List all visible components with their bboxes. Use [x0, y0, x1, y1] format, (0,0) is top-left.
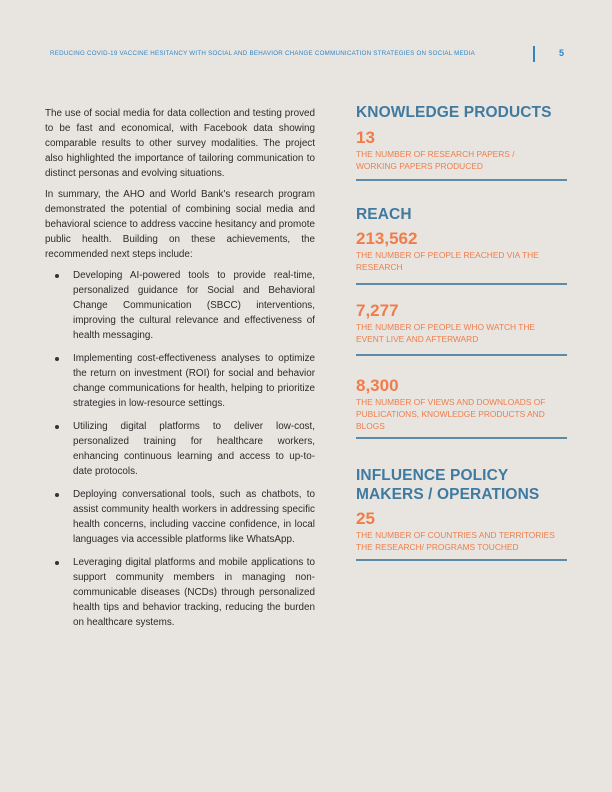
section-divider	[356, 283, 567, 285]
stat-value: 25	[356, 509, 375, 528]
section-divider	[356, 179, 567, 181]
next-steps-list	[45, 268, 315, 630]
knowledge-products-section	[356, 103, 567, 181]
list-item: Developing AI-powered tools to provide real-time, personalized guidance for Social and Behavioral Change Communication (SBCC) interventions, improving the cultural relevance and effectiveness of health messaging.	[73, 270, 315, 341]
section-divider	[356, 437, 567, 439]
stat-description: THE NUMBER OF RESEARCH PAPERS / WORKING PAPERS PRODUCED	[356, 149, 515, 171]
stats-column	[356, 103, 567, 561]
list-item: Leveraging digital platforms and mobile applications to support community members in managing non-communicable diseases (NCDs) through personalized health tips and behavior tracking, reducing the burden on healthcare systems.	[73, 557, 315, 628]
page-number: 5	[559, 48, 565, 58]
influence-section	[356, 466, 567, 561]
body-column	[45, 106, 315, 638]
body-paragraph: In summary, the AHO and World Bank's research program demonstrated the potential of combining social media and behavioral science to address vaccine hesitancy and promote public health. Building on these achievements, the recommended next steps include:	[45, 189, 315, 260]
stat-description: THE NUMBER OF PEOPLE REACHED VIA THE RESEARCH	[356, 250, 539, 272]
list-item: Deploying conversational tools, such as chatbots, to assist community health workers in addressing specific health concerns, including vaccine confidence, in local languages via accessible platforms like WhatsApp.	[73, 489, 315, 545]
list-item: Utilizing digital platforms to deliver low-cost, personalized training for healthcare workers, enhancing continuous learning and access to up-to-date protocols.	[73, 421, 315, 477]
stat-value: 8,300	[356, 376, 399, 395]
section-heading: INFLUENCE POLICY MAKERS / OPERATIONS	[356, 467, 540, 503]
section-divider	[356, 559, 567, 561]
running-header: REDUCING COVID-19 VACCINE HESITANCY WITH SOCIAL AND BEHAVIOR CHANGE COMMUNICATION STRATEGIES ON SOCIAL MEDIA	[50, 50, 475, 57]
stat-description: THE NUMBER OF COUNTRIES AND TERRITORIES THE RESEARCH/ PROGRAMS TOUCHED	[356, 530, 555, 552]
stat-description: THE NUMBER OF VIEWS AND DOWNLOADS OF PUBLICATIONS, KNOWLEDGE PRODUCTS AND BLOGS	[356, 397, 546, 431]
stat-value: 7,277	[356, 301, 399, 320]
section-divider	[356, 354, 567, 356]
section-heading: REACH	[356, 206, 412, 223]
header-divider	[533, 46, 535, 62]
section-heading: KNOWLEDGE PRODUCTS	[356, 104, 552, 121]
body-paragraph: The use of social media for data collection and testing proved to be fast and economical, with Facebook data showing comparable results to other survey modalities. The project also highlighted the importance of tailoring communication to distinct personas and evolving situations.	[45, 108, 315, 179]
reach-section	[356, 205, 567, 439]
stat-value: 13	[356, 128, 375, 147]
stat-value: 213,562	[356, 229, 418, 248]
stat-description: THE NUMBER OF PEOPLE WHO WATCH THE EVENT LIVE AND AFTERWARD	[356, 322, 535, 344]
list-item: Implementing cost-effectiveness analyses to optimize the return on investment (ROI) for social and behavior change communications for health, helping to prioritize strategies in low-resource settings.	[73, 353, 315, 409]
